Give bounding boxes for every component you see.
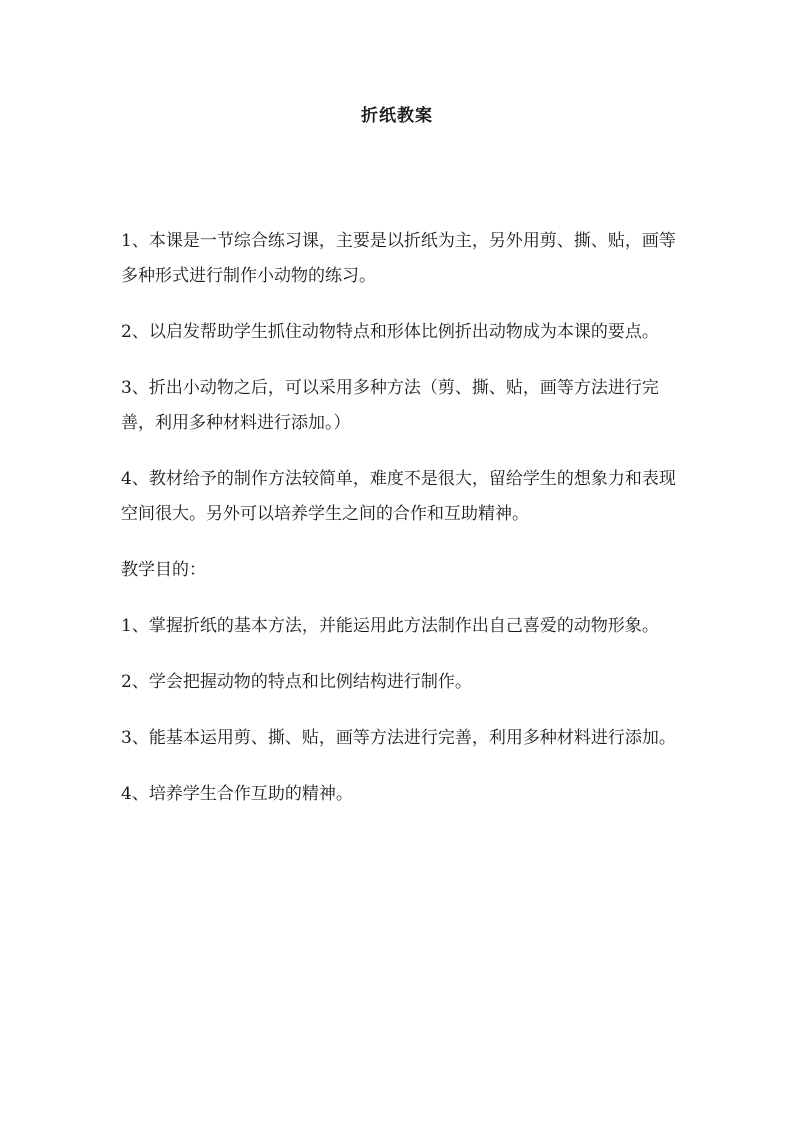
paragraph-goal-3: 3、能基本运用剪、撕、贴，画等方法进行完善，利用多种材料进行添加。: [121, 728, 676, 748]
paragraph-intro-1: 1、本课是一节综合练习课，主要是以折纸为主，另外用剪、撕、贴，画等多种形式进行制作小动物的练习。: [121, 231, 676, 286]
paragraph-goal-4: 4、培养学生合作互助的精神。: [121, 784, 353, 804]
paragraph-intro-4: 4、教材给予的制作方法较简单，难度不是很大，留给学生的想象力和表现空间很大。另外可以培养学生之间的合作和互助精神。: [121, 469, 676, 524]
paragraph-goal-1: 1、掌握折纸的基本方法，并能运用此方法制作出自己喜爱的动物形象。: [121, 616, 659, 636]
paragraph-goal-2: 2、学会把握动物的特点和比例结构进行制作。: [121, 672, 472, 692]
paragraph-intro-3: 3、折出小动物之后，可以采用多种方法（剪、撕、贴，画等方法进行完善，利用多种材料进行添加。）: [121, 378, 659, 433]
paragraph-intro-2: 2、以启发帮助学生抓住动物特点和形体比例折出动物成为本课的要点。: [121, 322, 659, 342]
document-title: 折纸教案: [361, 106, 433, 126]
section-heading-teaching-goals: 教学目的：: [121, 560, 206, 580]
document-body: [121, 224, 677, 833]
